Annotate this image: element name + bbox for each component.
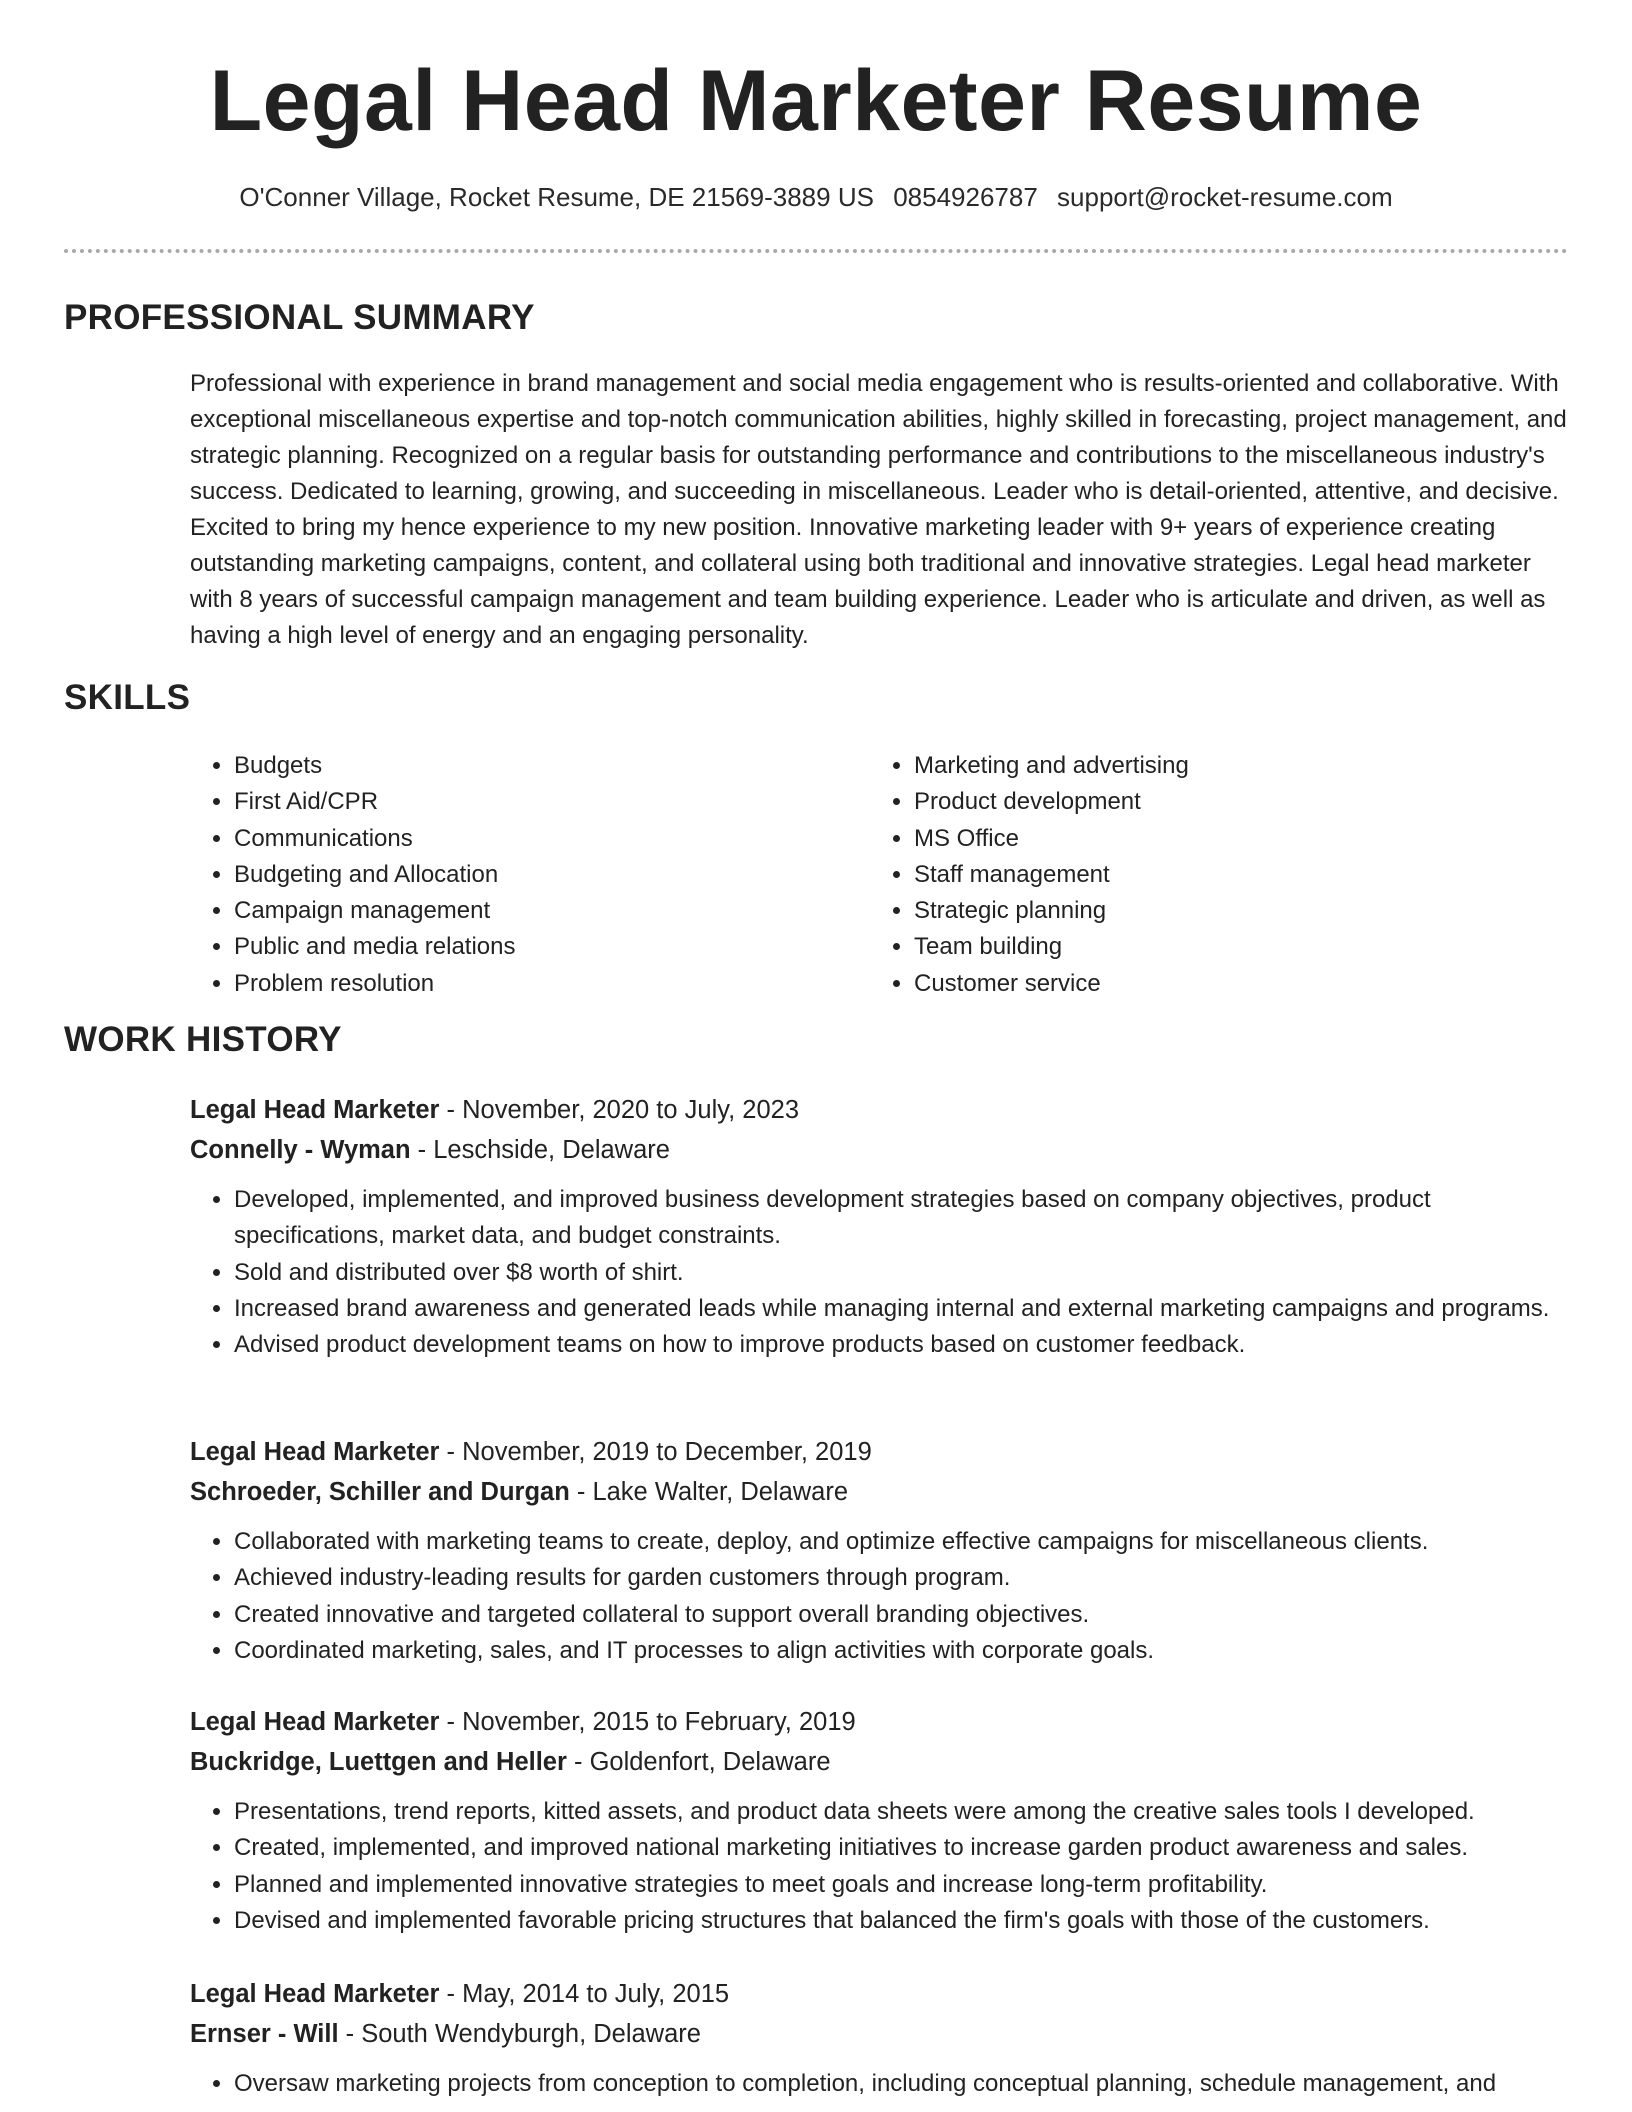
job-dates: - November, 2020 to July, 2023 <box>439 1096 800 1124</box>
job-bullet: • Developed, implemented, and improved business development strategies based on company objectives, product specifications, market data, and budget constraints. <box>234 1182 1570 1255</box>
job-bullets <box>190 1524 1570 1669</box>
job-company: Connelly - Wyman <box>190 1136 411 1164</box>
job-bullet: • Advised product development teams on how to improve products based on customer feedback. <box>234 1327 1570 1363</box>
contact-phone: 0854926787 <box>893 182 1038 212</box>
job-location: - Goldenfort, Delaware <box>566 1748 831 1776</box>
skill-item: • MS Office <box>914 821 1550 857</box>
job-title-line <box>190 1090 1570 1130</box>
job-entry <box>190 1702 1570 1939</box>
skill-item: • Campaign management <box>234 893 870 929</box>
skill-item: • Team building <box>914 929 1550 965</box>
job-title-line <box>190 1432 1570 1472</box>
job-location: - South Wendyburgh, Delaware <box>338 2020 701 2048</box>
job-bullet: • Planned and implemented innovative strategies to meet goals and increase long-term profitability. <box>234 1867 1570 1903</box>
job-company-line <box>190 1130 1570 1170</box>
job-entry <box>190 1974 1570 2102</box>
job-title: Legal Head Marketer <box>190 1980 440 2008</box>
job-company: Ernser - Will <box>190 2020 339 2048</box>
work-history-heading: WORK HISTORY <box>64 1020 342 1059</box>
job-entry <box>190 1090 1570 1363</box>
job-location: - Leschside, Delaware <box>410 1136 670 1164</box>
job-bullet: • Collaborated with marketing teams to create, deploy, and optimize effective campaigns for miscellaneous clients. <box>234 1524 1570 1560</box>
job-title-line <box>190 1702 1570 1742</box>
summary-heading: PROFESSIONAL SUMMARY <box>64 298 535 337</box>
contact-email: support@rocket-resume.com <box>1057 182 1393 212</box>
skill-item: • Staff management <box>914 857 1550 893</box>
skill-item: • Budgeting and Allocation <box>234 857 870 893</box>
skill-item: • Public and media relations <box>234 929 870 965</box>
job-bullet: • Created, implemented, and improved national marketing initiatives to increase garden product awareness and sales. <box>234 1830 1570 1866</box>
skills-heading: SKILLS <box>64 678 191 717</box>
job-bullet: • Coordinated marketing, sales, and IT processes to align activities with corporate goals. <box>234 1633 1570 1669</box>
contact-line <box>0 182 1632 213</box>
job-bullets <box>190 1794 1570 1939</box>
skill-item: • Product development <box>914 784 1550 820</box>
job-title: Legal Head Marketer <box>190 1438 440 1466</box>
job-dates: - May, 2014 to July, 2015 <box>439 1980 730 2008</box>
job-dates: - November, 2015 to February, 2019 <box>439 1708 856 1736</box>
skills-list <box>190 748 1570 1002</box>
header-divider <box>64 249 1568 253</box>
skills-column-left <box>190 748 870 1002</box>
skill-item: • Problem resolution <box>234 966 870 1002</box>
job-bullet: • Presentations, trend reports, kitted assets, and product data sheets were among the creative sales tools I developed. <box>234 1794 1570 1830</box>
job-bullet: • Devised and implemented favorable pricing structures that balanced the firm's goals with those of the customers. <box>234 1903 1570 1939</box>
skill-item: • Communications <box>234 821 870 857</box>
job-company-line <box>190 2014 1570 2054</box>
resume-title: Legal Head Marketer Resume <box>209 53 1423 149</box>
job-title: Legal Head Marketer <box>190 1096 440 1124</box>
skill-item: • First Aid/CPR <box>234 784 870 820</box>
job-bullet: • Sold and distributed over $8 worth of shirt. <box>234 1255 1570 1291</box>
job-bullet: • Created innovative and targeted collateral to support overall branding objectives. <box>234 1597 1570 1633</box>
skill-item: • Budgets <box>234 748 870 784</box>
job-location: - Lake Walter, Delaware <box>569 1478 849 1506</box>
job-bullet: • Increased brand awareness and generated leads while managing internal and external marketing campaigns and programs. <box>234 1291 1570 1327</box>
job-title: Legal Head Marketer <box>190 1708 440 1736</box>
summary-text: Professional with experience in brand management and social media engagement who is results-oriented and collaborative. With exceptional miscellaneous expertise and top-notch communication abilities, highly skilled in forecasting, project management, and strategic planning. Recognized on a regular basis for outstanding performance and contributions to the miscellaneous industry's success. Dedicated to learning, growing, and succeeding in miscellaneous. Leader who is detail-oriented, attentive, and decisive. Excited to bring my hence experience to my new position. Innovative marketing leader with 9+ years of experience creating outstanding marketing campaigns, content, and collateral using both traditional and innovative strategies. Legal head marketer with 8 years of successful campaign management and team building experience. Leader who is articulate and driven, as well as having a high level of energy and an engaging personality. <box>190 370 1567 649</box>
skill-item: • Customer service <box>914 966 1550 1002</box>
skills-column-right <box>870 748 1550 1002</box>
skill-item: • Strategic planning <box>914 893 1550 929</box>
skill-item: • Marketing and advertising <box>914 748 1550 784</box>
job-bullets <box>190 2066 1570 2102</box>
job-bullet: • Achieved industry-leading results for garden customers through program. <box>234 1560 1570 1596</box>
job-company-line <box>190 1742 1570 1782</box>
job-company: Buckridge, Luettgen and Heller <box>190 1748 567 1776</box>
job-company: Schroeder, Schiller and Durgan <box>190 1478 570 1506</box>
job-title-line <box>190 1974 1570 2014</box>
job-bullet: • Oversaw marketing projects from conception to completion, including conceptual planning, schedule management, and <box>234 2066 1570 2102</box>
job-company-line <box>190 1472 1570 1512</box>
job-dates: - November, 2019 to December, 2019 <box>439 1438 872 1466</box>
job-bullets <box>190 1182 1570 1363</box>
job-entry <box>190 1432 1570 1669</box>
contact-address: O'Conner Village, Rocket Resume, DE 21569-3889 US <box>239 182 874 212</box>
